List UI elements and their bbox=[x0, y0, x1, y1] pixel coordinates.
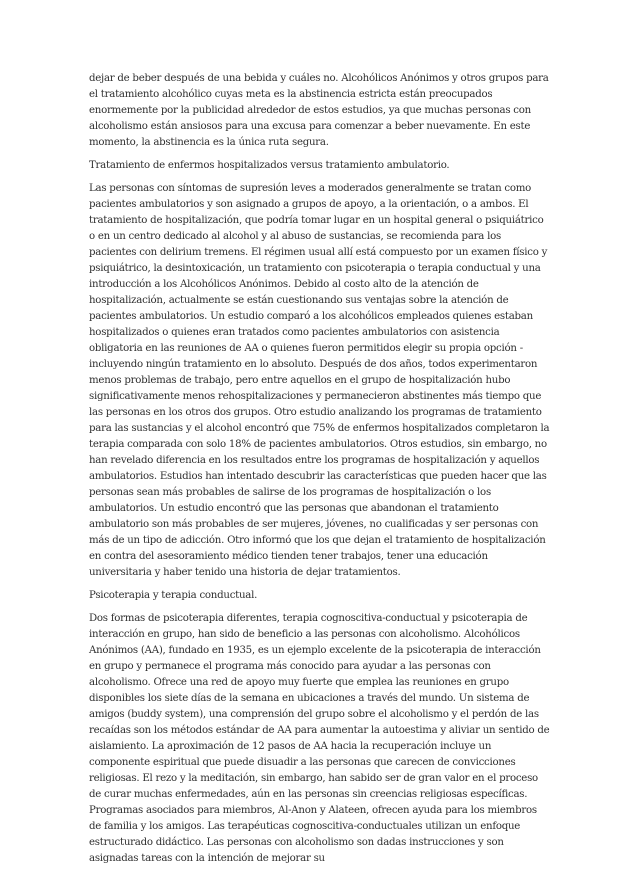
paragraph-intro: dejar de beber después de una bebida y cuáles no. Alcohólicos Anónimos y otros grupos para el tratamiento alcohólico cuyas meta es la abstinencia estricta están preocupados enormemente por la publicidad alrededor de estos estudios, ya que muchas personas con alcoholismo están ansiosos para una excusa para comenzar a beber nuevamente. En este momento, la abstinencia es la única ruta segura. bbox=[89, 73, 549, 148]
section-heading-treatment: Tratamiento de enfermos hospitalizados versus tratamiento ambulatorio. bbox=[89, 160, 450, 171]
paragraph-treatment: Las personas con síntomas de supresión leves a moderados generalmente se tratan como pacientes ambulatorios y son asignado a grupos de apoyo, a la orientación, o a ambos. El tratamiento de hospitalización, que podría tomar lugar en un hospital general o psiquiátrico o en un centro dedicado al alcohol y al abuso de sustancias, se recomienda para los pacientes con delirium tremens. El régimen usual allí está compuesto por un examen físico y psiquiátrico, la desintoxicación, un tratamiento con psicoterapia o terapia conductual y una introducción a los Alcohólicos Anónimos. Debido al costo alto de la atención de hospitalización, actualmente se están cuestionando sus ventajas sobre la atención de pacientes ambulatorios. Un estudio comparó a los alcohólicos empleados quienes estaban hospitalizados o quienes eran tratados como pacientes ambulatorios con asistencia obligatoria en las reuniones de AA o quienes fueron permitidos elegir su propia opción -incluyendo ningún tratamiento en lo absoluto. Después de dos años, todos experimentaron menos problemas de trabajo, pero entre aquellos en el grupo de hospitalización hubo significativamente menos rehospitalizaciones y permanecieron abstinentes más tiempo que las personas en los otros dos grupos. Otro estudio analizando los programas de tratamiento para las sustancias y el alcohol encontró que 75% de enfermos hospitalizados completaron la terapia comparada con solo 18% de pacientes ambulatorios. Otros estudios, sin embargo, no han revelado diferencia en los resultados entre los programas de hospitalización y aquellos ambulatorios. Estudios han intentado descubrir las características que pueden hacer que las personas sean más probables de salirse de los programas de hospitalización o los ambulatorios. Un estudio encontró que las personas que abandonan el tratamiento ambulatorio son más probables de ser mujeres, jóvenes, no cualificadas y ser personas con más de un tipo de adicción. Otro informó que los que dejan el tratamiento de hospitalización en contra del asesoramiento médico tienden tener trabajos, tener una educación universitaria y haber tenido una historia de dejar tratamientos. bbox=[89, 183, 550, 578]
section-heading-psychotherapy: Psicoterapia y terapia conductual. bbox=[89, 590, 258, 601]
document-page bbox=[89, 71, 551, 874]
paragraph-psychotherapy: Dos formas de psicoterapia diferentes, terapia cognoscitiva-conductual y psicoterapia de interacción en grupo, han sido de beneficio a las personas con alcoholismo. Alcohólicos Anónimos (AA), fundado en 1935, es un ejemplo excelente de la psicoterapia de interacción en grupo y permanece el programa más conocido para ayudar a las personas con alcoholismo. Ofrece una red de apoyo muy fuerte que emplea las reuniones en grupo disponibles los siete días de la semana en ubicaciones a través del mundo. Un sistema de amigos (buddy system), una comprensión del grupo sobre el alcoholismo y el perdón de las recaídas son los métodos estándar de AA para aumentar la autoestima y aliviar un sentido de aislamiento. La aproximación de 12 pasos de AA hacia la recuperación incluye un componente espiritual que puede disuadir a las personas que carecen de convicciones religiosas. El rezo y la meditación, sin embargo, han sabido ser de gran valor en el proceso de curar muchas enfermedades, aún en las personas sin creencias religiosas específicas. Programas asociados para miembros, Al-Anon y Alateen, ofrecen ayuda para los miembros de familia y los amigos. Las terapéuticas cognoscitiva-conductuales utilizan un enfoque estructurado didáctico. Las personas con alcoholismo son dadas instrucciones y son asignadas tareas con la intención de mejorar su bbox=[89, 613, 550, 864]
